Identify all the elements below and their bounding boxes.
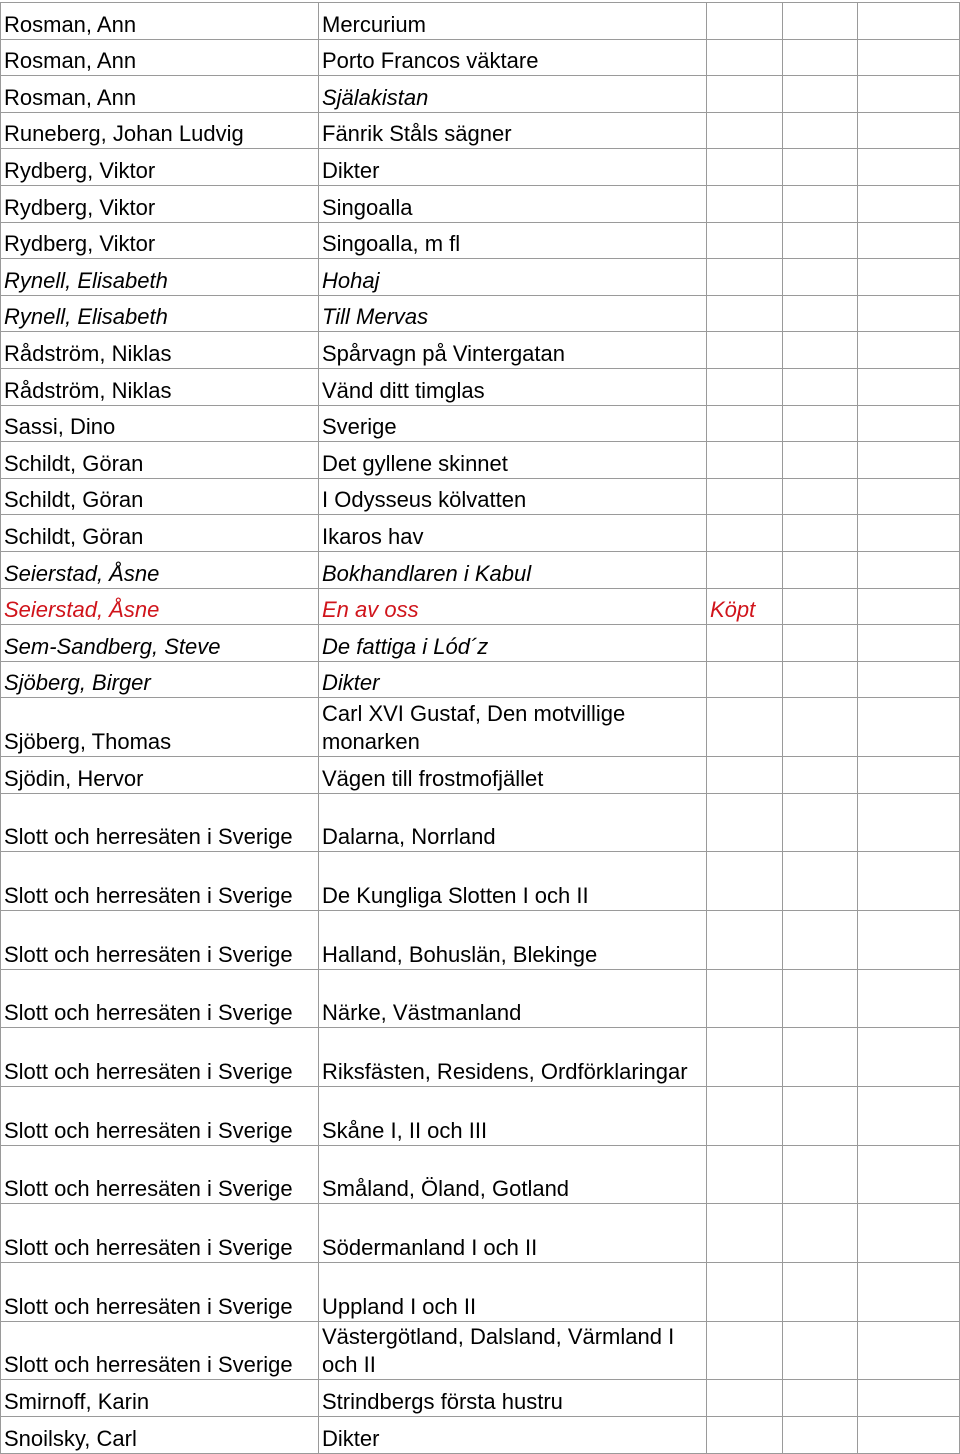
table-row bbox=[1, 625, 960, 662]
status-cell[interactable] bbox=[707, 969, 783, 1028]
status-cell[interactable] bbox=[707, 1145, 783, 1204]
empty-cell[interactable] bbox=[858, 112, 960, 149]
table-row bbox=[1, 332, 960, 369]
table-row bbox=[1, 1263, 960, 1322]
author-cell[interactable]: Snoilsky, Carl bbox=[1, 1417, 319, 1454]
status-cell[interactable] bbox=[707, 185, 783, 222]
empty-cell[interactable] bbox=[783, 295, 858, 332]
status-cell[interactable] bbox=[707, 1028, 783, 1087]
empty-cell[interactable] bbox=[783, 1380, 858, 1417]
title-cell[interactable]: Riksfästen, Residens, Ordförklaringar bbox=[319, 1028, 707, 1087]
empty-cell[interactable] bbox=[858, 368, 960, 405]
status-cell[interactable] bbox=[707, 1417, 783, 1454]
title-cell[interactable]: Strindbergs första hustru bbox=[319, 1380, 707, 1417]
table-row bbox=[1, 295, 960, 332]
author-cell[interactable]: Rådström, Niklas bbox=[1, 368, 319, 405]
empty-cell[interactable] bbox=[858, 332, 960, 369]
empty-cell[interactable] bbox=[858, 969, 960, 1028]
author-cell[interactable]: Rydberg, Viktor bbox=[1, 149, 319, 186]
status-cell[interactable] bbox=[707, 852, 783, 911]
author-cell[interactable]: Rydberg, Viktor bbox=[1, 185, 319, 222]
status-cell[interactable] bbox=[707, 910, 783, 969]
empty-cell[interactable] bbox=[858, 1380, 960, 1417]
author-cell[interactable]: Runeberg, Johan Ludvig bbox=[1, 112, 319, 149]
empty-cell[interactable] bbox=[858, 185, 960, 222]
empty-cell[interactable] bbox=[783, 222, 858, 259]
empty-cell[interactable] bbox=[783, 3, 858, 40]
table-row bbox=[1, 910, 960, 969]
author-cell[interactable]: Smirnoff, Karin bbox=[1, 1380, 319, 1417]
table-row bbox=[1, 551, 960, 588]
title-cell[interactable]: Fänrik Ståls sägner bbox=[319, 112, 707, 149]
table-row bbox=[1, 185, 960, 222]
empty-cell[interactable] bbox=[858, 625, 960, 662]
author-cell[interactable]: Sjödin, Hervor bbox=[1, 756, 319, 793]
status-cell[interactable] bbox=[707, 222, 783, 259]
title-cell[interactable]: Dikter bbox=[319, 149, 707, 186]
empty-cell[interactable] bbox=[783, 551, 858, 588]
title-cell[interactable]: Singoalla bbox=[319, 185, 707, 222]
status-cell[interactable] bbox=[707, 259, 783, 296]
status-cell[interactable] bbox=[707, 332, 783, 369]
status-cell[interactable] bbox=[707, 39, 783, 76]
title-cell[interactable]: Till Mervas bbox=[319, 295, 707, 332]
status-cell[interactable] bbox=[707, 442, 783, 479]
empty-cell[interactable] bbox=[783, 1263, 858, 1322]
empty-cell[interactable] bbox=[783, 910, 858, 969]
status-cell[interactable] bbox=[707, 698, 783, 757]
status-cell[interactable] bbox=[707, 368, 783, 405]
table-row bbox=[1, 259, 960, 296]
title-cell[interactable]: Småland, Öland, Gotland bbox=[319, 1145, 707, 1204]
empty-cell[interactable] bbox=[858, 1087, 960, 1146]
empty-cell[interactable] bbox=[858, 39, 960, 76]
title-cell[interactable]: Bokhandlaren i Kabul bbox=[319, 551, 707, 588]
author-cell[interactable]: Slott och herresäten i Sverige bbox=[1, 1263, 319, 1322]
empty-cell[interactable] bbox=[783, 112, 858, 149]
author-cell[interactable]: Rosman, Ann bbox=[1, 76, 319, 113]
table-row bbox=[1, 478, 960, 515]
author-cell[interactable]: Rynell, Elisabeth bbox=[1, 295, 319, 332]
table-row bbox=[1, 515, 960, 552]
author-cell[interactable]: Sem-Sandberg, Steve bbox=[1, 625, 319, 662]
table-row bbox=[1, 112, 960, 149]
author-cell[interactable]: Rosman, Ann bbox=[1, 39, 319, 76]
table-row bbox=[1, 1417, 960, 1454]
title-cell[interactable]: Vänd ditt timglas bbox=[319, 368, 707, 405]
empty-cell[interactable] bbox=[783, 76, 858, 113]
title-cell[interactable]: De fattiga i Lód´z bbox=[319, 625, 707, 662]
empty-cell[interactable] bbox=[858, 1145, 960, 1204]
title-cell[interactable]: Dalarna, Norrland bbox=[319, 793, 707, 852]
title-cell[interactable]: Hohaj bbox=[319, 259, 707, 296]
status-cell[interactable] bbox=[707, 478, 783, 515]
book-list-table bbox=[0, 2, 960, 1454]
empty-cell[interactable] bbox=[858, 3, 960, 40]
table-row bbox=[1, 1204, 960, 1263]
table-row bbox=[1, 222, 960, 259]
empty-cell[interactable] bbox=[858, 1321, 960, 1380]
empty-cell[interactable] bbox=[783, 1204, 858, 1263]
status-cell[interactable] bbox=[707, 625, 783, 662]
empty-cell[interactable] bbox=[858, 1263, 960, 1322]
table-row bbox=[1, 405, 960, 442]
title-cell[interactable]: Vägen till frostmofjället bbox=[319, 756, 707, 793]
empty-cell[interactable] bbox=[783, 149, 858, 186]
author-cell[interactable]: Schildt, Göran bbox=[1, 515, 319, 552]
title-cell[interactable]: De Kungliga Slotten I och II bbox=[319, 852, 707, 911]
empty-cell[interactable] bbox=[858, 405, 960, 442]
status-cell[interactable] bbox=[707, 515, 783, 552]
status-cell[interactable] bbox=[707, 1380, 783, 1417]
empty-cell[interactable] bbox=[783, 185, 858, 222]
table-row bbox=[1, 368, 960, 405]
empty-cell[interactable] bbox=[858, 852, 960, 911]
empty-cell[interactable] bbox=[858, 515, 960, 552]
empty-cell[interactable] bbox=[783, 259, 858, 296]
empty-cell[interactable] bbox=[783, 852, 858, 911]
author-cell[interactable]: Slott och herresäten i Sverige bbox=[1, 1028, 319, 1087]
empty-cell[interactable] bbox=[858, 661, 960, 698]
author-cell[interactable]: Rådström, Niklas bbox=[1, 332, 319, 369]
status-cell[interactable] bbox=[707, 1321, 783, 1380]
status-cell[interactable] bbox=[707, 1204, 783, 1263]
book-list-body bbox=[1, 3, 960, 1454]
table-row bbox=[1, 39, 960, 76]
author-cell[interactable]: Sassi, Dino bbox=[1, 405, 319, 442]
title-cell[interactable]: En av oss bbox=[319, 588, 707, 625]
title-cell[interactable]: Singoalla, m fl bbox=[319, 222, 707, 259]
empty-cell[interactable] bbox=[858, 793, 960, 852]
author-cell[interactable]: Rynell, Elisabeth bbox=[1, 259, 319, 296]
author-cell[interactable]: Slott och herresäten i Sverige bbox=[1, 793, 319, 852]
title-cell[interactable]: Ikaros hav bbox=[319, 515, 707, 552]
empty-cell[interactable] bbox=[783, 698, 858, 757]
title-cell[interactable]: Halland, Bohuslän, Blekinge bbox=[319, 910, 707, 969]
table-row bbox=[1, 661, 960, 698]
author-cell[interactable]: Sjöberg, Birger bbox=[1, 661, 319, 698]
table-row bbox=[1, 793, 960, 852]
table-row bbox=[1, 3, 960, 40]
empty-cell[interactable] bbox=[858, 910, 960, 969]
status-cell[interactable] bbox=[707, 1087, 783, 1146]
title-cell[interactable]: Dikter bbox=[319, 1417, 707, 1454]
empty-cell[interactable] bbox=[783, 793, 858, 852]
empty-cell[interactable] bbox=[783, 1321, 858, 1380]
empty-cell[interactable] bbox=[783, 588, 858, 625]
empty-cell[interactable] bbox=[783, 515, 858, 552]
empty-cell[interactable] bbox=[858, 698, 960, 757]
empty-cell[interactable] bbox=[783, 1417, 858, 1454]
empty-cell[interactable] bbox=[783, 1028, 858, 1087]
status-cell[interactable] bbox=[707, 405, 783, 442]
title-cell[interactable]: Carl XVI Gustaf, Den motvillige monarken bbox=[319, 698, 707, 757]
author-cell[interactable]: Slott och herresäten i Sverige bbox=[1, 1321, 319, 1380]
empty-cell[interactable] bbox=[783, 405, 858, 442]
status-cell[interactable] bbox=[707, 76, 783, 113]
author-cell[interactable]: Slott och herresäten i Sverige bbox=[1, 910, 319, 969]
status-cell[interactable] bbox=[707, 3, 783, 40]
title-cell[interactable]: Spårvagn på Vintergatan bbox=[319, 332, 707, 369]
table-row bbox=[1, 1087, 960, 1146]
empty-cell[interactable] bbox=[783, 478, 858, 515]
empty-cell[interactable] bbox=[858, 551, 960, 588]
empty-cell[interactable] bbox=[783, 1145, 858, 1204]
table-row bbox=[1, 756, 960, 793]
table-row bbox=[1, 149, 960, 186]
title-cell[interactable]: Porto Francos väktare bbox=[319, 39, 707, 76]
title-cell[interactable]: Själakistan bbox=[319, 76, 707, 113]
table-row bbox=[1, 852, 960, 911]
title-cell[interactable]: Skåne I, II och III bbox=[319, 1087, 707, 1146]
empty-cell[interactable] bbox=[783, 969, 858, 1028]
title-cell[interactable]: Södermanland I och II bbox=[319, 1204, 707, 1263]
title-cell[interactable]: Sverige bbox=[319, 405, 707, 442]
empty-cell[interactable] bbox=[783, 332, 858, 369]
author-cell[interactable]: Seierstad, Åsne bbox=[1, 551, 319, 588]
title-cell[interactable]: Det gyllene skinnet bbox=[319, 442, 707, 479]
status-cell[interactable] bbox=[707, 1263, 783, 1322]
status-cell[interactable]: Köpt bbox=[707, 588, 783, 625]
empty-cell[interactable] bbox=[858, 222, 960, 259]
table-row bbox=[1, 1380, 960, 1417]
status-cell[interactable] bbox=[707, 149, 783, 186]
author-cell[interactable]: Sjöberg, Thomas bbox=[1, 698, 319, 757]
author-cell[interactable]: Seierstad, Åsne bbox=[1, 588, 319, 625]
table-row bbox=[1, 969, 960, 1028]
status-cell[interactable] bbox=[707, 661, 783, 698]
empty-cell[interactable] bbox=[783, 368, 858, 405]
empty-cell[interactable] bbox=[858, 1204, 960, 1263]
title-cell[interactable]: I Odysseus kölvatten bbox=[319, 478, 707, 515]
author-cell[interactable]: Rosman, Ann bbox=[1, 3, 319, 40]
empty-cell[interactable] bbox=[858, 756, 960, 793]
empty-cell[interactable] bbox=[783, 661, 858, 698]
table-row bbox=[1, 698, 960, 757]
author-cell[interactable]: Slott och herresäten i Sverige bbox=[1, 1204, 319, 1263]
table-row bbox=[1, 588, 960, 625]
status-cell[interactable] bbox=[707, 756, 783, 793]
status-cell[interactable] bbox=[707, 551, 783, 588]
empty-cell[interactable] bbox=[858, 259, 960, 296]
table-row bbox=[1, 1321, 960, 1380]
author-cell[interactable]: Slott och herresäten i Sverige bbox=[1, 1145, 319, 1204]
empty-cell[interactable] bbox=[783, 39, 858, 76]
author-cell[interactable]: Slott och herresäten i Sverige bbox=[1, 1087, 319, 1146]
empty-cell[interactable] bbox=[858, 76, 960, 113]
table-row bbox=[1, 1028, 960, 1087]
author-cell[interactable]: Schildt, Göran bbox=[1, 478, 319, 515]
empty-cell[interactable] bbox=[858, 588, 960, 625]
status-cell[interactable] bbox=[707, 793, 783, 852]
empty-cell[interactable] bbox=[858, 149, 960, 186]
title-cell[interactable]: Mercurium bbox=[319, 3, 707, 40]
empty-cell[interactable] bbox=[858, 1417, 960, 1454]
empty-cell[interactable] bbox=[858, 442, 960, 479]
empty-cell[interactable] bbox=[858, 1028, 960, 1087]
empty-cell[interactable] bbox=[858, 295, 960, 332]
status-cell[interactable] bbox=[707, 295, 783, 332]
author-cell[interactable]: Slott och herresäten i Sverige bbox=[1, 969, 319, 1028]
author-cell[interactable]: Schildt, Göran bbox=[1, 442, 319, 479]
empty-cell[interactable] bbox=[783, 625, 858, 662]
title-cell[interactable]: Dikter bbox=[319, 661, 707, 698]
title-cell[interactable]: Västergötland, Dalsland, Värmland I och II bbox=[319, 1321, 707, 1380]
title-cell[interactable]: Närke, Västmanland bbox=[319, 969, 707, 1028]
status-cell[interactable] bbox=[707, 112, 783, 149]
author-cell[interactable]: Rydberg, Viktor bbox=[1, 222, 319, 259]
title-cell[interactable]: Uppland I och II bbox=[319, 1263, 707, 1322]
empty-cell[interactable] bbox=[783, 756, 858, 793]
author-cell[interactable]: Slott och herresäten i Sverige bbox=[1, 852, 319, 911]
table-row bbox=[1, 1145, 960, 1204]
table-row bbox=[1, 442, 960, 479]
empty-cell[interactable] bbox=[858, 478, 960, 515]
empty-cell[interactable] bbox=[783, 1087, 858, 1146]
empty-cell[interactable] bbox=[783, 442, 858, 479]
table-row bbox=[1, 76, 960, 113]
